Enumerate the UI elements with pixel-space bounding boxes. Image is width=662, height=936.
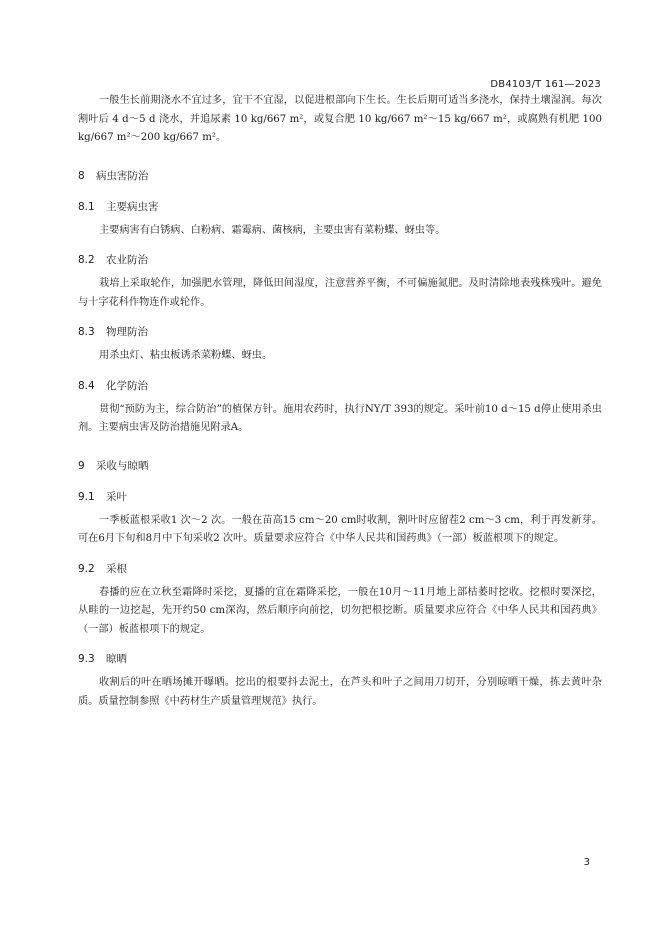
section-9-2-paragraph: 春播的应在立秋至霜降时采挖，夏播的宜在霜降采挖，一般在10月～11月地上部枯萎时挖收。挖根时要深挖，从畦的一边挖起，先开约50 cm深沟，然后顺序向前挖，切勿把根挖断。质量要求应符合《中华人民共和国药典》（一部）板蓝根项下的规定。 bbox=[78, 586, 602, 635]
subsection-number: 8.4 bbox=[78, 379, 95, 392]
subsection-title: 化学防治 bbox=[106, 379, 148, 392]
section-8-1-paragraph: 主要病害有白锈病、白粉病、霜霉病、菌核病，主要虫害有菜粉蝶、蚜虫等。 bbox=[99, 224, 446, 236]
section-number: 9 bbox=[78, 459, 85, 472]
section-8-4-heading bbox=[78, 378, 602, 393]
subsection-number: 9.2 bbox=[78, 562, 95, 575]
subsection-title: 主要病虫害 bbox=[106, 200, 159, 213]
document-body bbox=[78, 92, 602, 711]
subsection-title: 物理防治 bbox=[106, 326, 148, 338]
section-9-2-heading bbox=[78, 561, 602, 576]
section-8-3-heading bbox=[78, 324, 602, 339]
subsection-title: 晾晒 bbox=[106, 653, 127, 665]
section-9-1-paragraph: 一季板蓝根采收1 次～2 次。一般在苗高15 cm～20 cm时收割，割叶时应留茬2 cm～3 cm，利于再发新芽。可在6月下旬和8月中下旬采收2 次叶。质量要求应符合《中华人民共和国药典》（一部）板蓝根项下的规定。 bbox=[78, 514, 602, 544]
subsection-number: 9.3 bbox=[78, 653, 95, 665]
section-9-1-heading bbox=[78, 489, 602, 504]
subsection-title: 采叶 bbox=[106, 490, 127, 503]
section-9-3-heading bbox=[78, 651, 602, 666]
intro-paragraph: 一般生长前期浇水不宜过多，宜干不宜湿，以促进根部向下生长。生长后期可适当多浇水，保持土壤湿润。每次割叶后 4 d～5 d 浇水，并追尿素 10 kg/667 m²，或复合肥 10 kg/667 m²～15 kg/667 m²，或腐熟有机肥 100 kg/667 m²～200 kg/667 m²。 bbox=[78, 95, 602, 143]
subsection-title: 采根 bbox=[106, 562, 127, 575]
page-number: 3 bbox=[583, 857, 590, 868]
section-number: 8 bbox=[78, 169, 85, 182]
subsection-number: 9.1 bbox=[78, 490, 95, 503]
subsection-number: 8.3 bbox=[78, 326, 95, 338]
section-8-1-heading bbox=[78, 199, 602, 214]
section-8-3-paragraph: 用杀虫灯、粘虫板诱杀菜粉蝶、蚜虫。 bbox=[99, 350, 273, 361]
subsection-number: 8.1 bbox=[78, 200, 95, 213]
section-title: 采收与晾晒 bbox=[96, 459, 149, 472]
subsection-title: 农业防治 bbox=[106, 254, 148, 266]
section-8-2-heading bbox=[78, 252, 602, 267]
section-title: 病虫害防治 bbox=[96, 169, 149, 182]
document-id: DB4103/T 161—2023 bbox=[490, 79, 601, 90]
section-8-heading bbox=[78, 168, 602, 183]
subsection-number: 8.2 bbox=[78, 254, 95, 266]
section-8-2-paragraph: 栽培上采取轮作，加强肥水管理，降低田间湿度，注意营养平衡，不可偏施氮肥。及时清除地表残株残叶。避免与十字花科作物连作或轮作。 bbox=[78, 278, 602, 308]
section-9-3-paragraph: 收割后的叶在晒场摊开曝晒。挖出的根要抖去泥土，在芦头和叶子之间用刀切开，分别晾晒干燥，拣去黄叶杂质。质量控制参照《中药材生产质量管理规范》执行。 bbox=[78, 677, 602, 707]
section-8-4-paragraph: 贯彻“预防为主，综合防治”的植保方针。施用农药时，执行NY/T 393的规定。采叶前10 d～15 d停止使用杀虫剂。主要病虫害及防治措施见附录A。 bbox=[78, 403, 602, 433]
section-9-heading bbox=[78, 458, 602, 473]
